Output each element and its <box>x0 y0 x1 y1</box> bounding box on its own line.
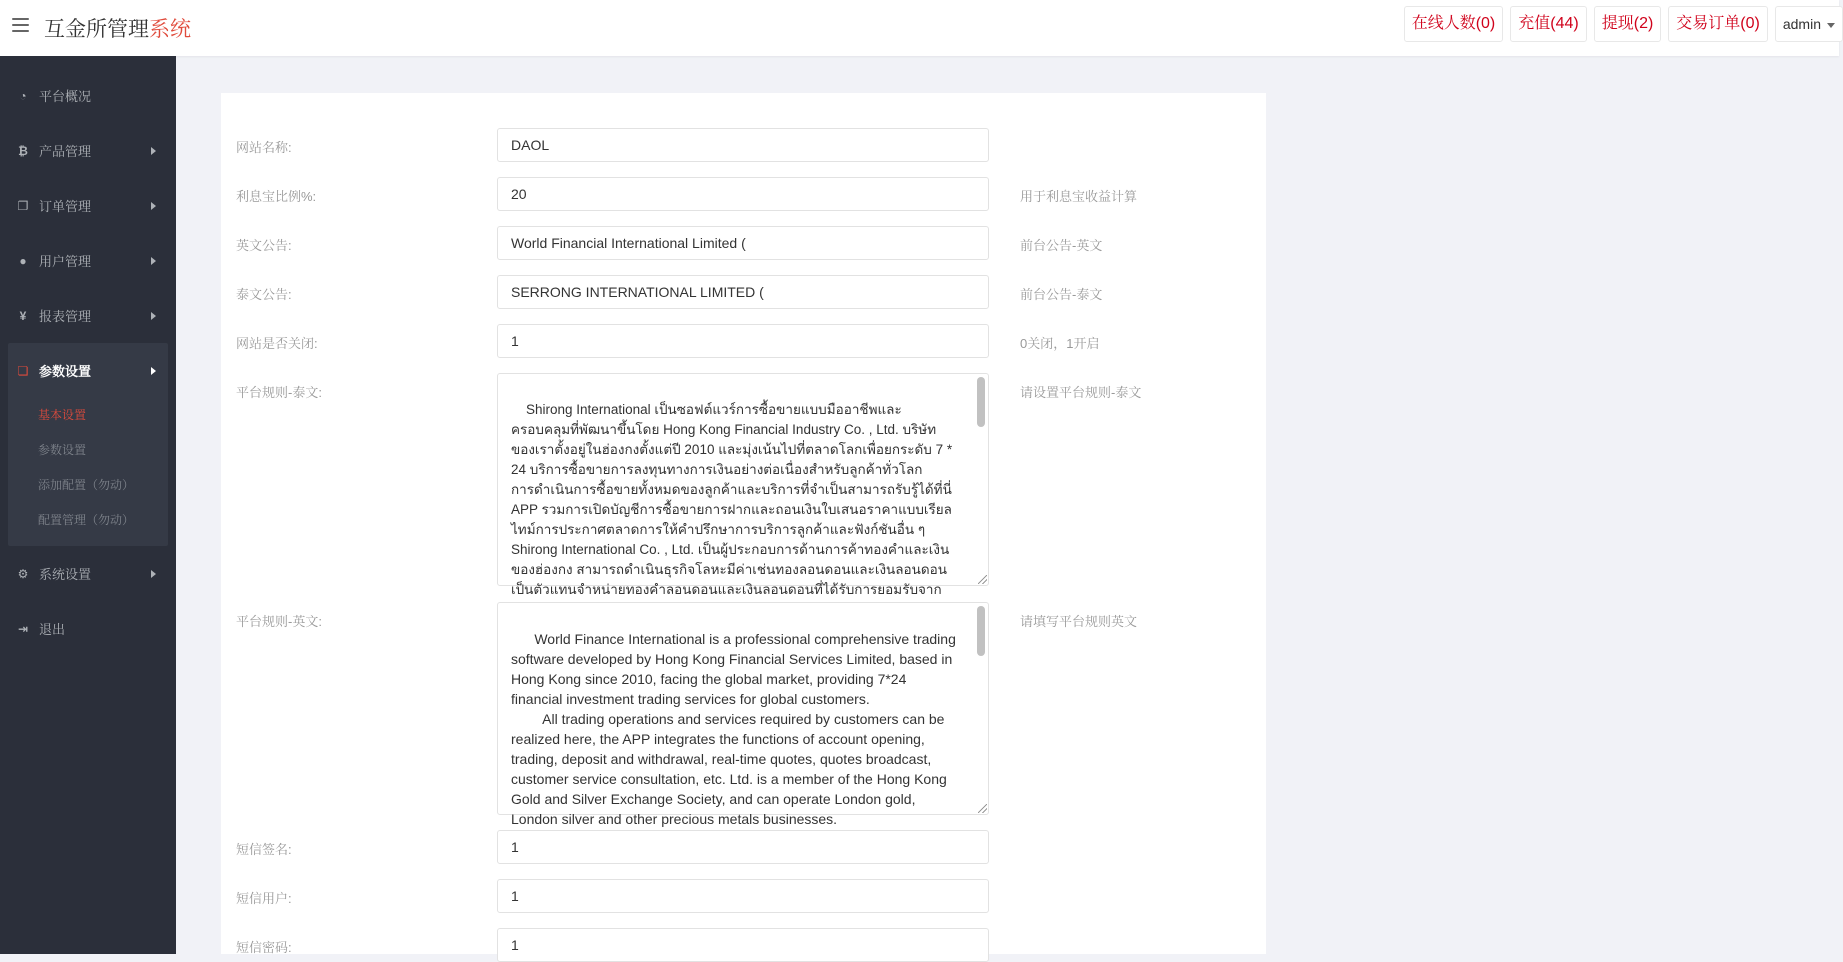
chevron-right-icon <box>151 257 156 265</box>
sidebar-item-orders[interactable] <box>0 178 176 233</box>
app-title <box>44 13 191 43</box>
th-notice-label: 泰文公告: <box>236 287 292 302</box>
en-notice-hint: 前台公告-英文 <box>1020 238 1103 253</box>
site-closed-input[interactable]: 1 <box>497 324 989 358</box>
chevron-right-icon <box>151 202 156 210</box>
bitcoin-icon: ₿ <box>18 143 28 158</box>
sidebar-item-system[interactable] <box>0 546 176 601</box>
copy-icon: ❐ <box>17 198 29 213</box>
username: admin <box>1782 16 1821 32</box>
sidebar-item-label: 平台概况 <box>39 89 92 104</box>
brand-main: 互金所管理 <box>44 18 149 41</box>
settings-form <box>221 93 1266 954</box>
user-menu[interactable] <box>1775 6 1843 42</box>
sidebar-item-reports[interactable] <box>0 288 176 343</box>
brand-accent: 系统 <box>149 18 191 41</box>
sms-password-input[interactable]: 1 <box>497 928 989 962</box>
rules-th-text: Shirong International เป็นซอฟต์แวร์การซื้อขายแบบมืออาชีพและครอบคลุมที่พัฒนาขึ้นโดย Hong Kong Financial Industry Co. , Ltd. บริษัท ของเราตั้งอยู่ในฮ่องกงตั้งแต่ปี 2010 และมุ่งเน้นไปที่ตลาดโลกเพื่อยกระดับ 7 * 24 บริการซื้อขายการลงทุนทางการเงินอย่างต่อเนื่องสำหรับลูกค้าทั่วโลก การดำเนินการซื้อขายทั้งหมดของลูกค้าและบริการที่จำเป็นสามารถรับรู้ได้ที่นี่ APP รวมการเปิดบัญชีการซื้อขายการฝากและถอนเงินใบเสนอราคาแบบเรียลไทม์การประกาศตลาดการให้คำปรึกษาการบริการลูกค้าและฟังก์ชันอื่น ๆ Shirong International Co. , Ltd. เป็นผู้ประกอบการด้านการค้าทองคำและเงินของฮ่องกง สามารถดำเนินธุรกิจโลหะมีค่าเช่นทองลอนดอนและเงินลอนดอนเป็นตัวแทนจำหน่ายทองคำลอนดอนและเงินลอนดอนที่ได้รับการยอมรับจาก <box>511 402 953 597</box>
sidebar-item-overview[interactable] <box>0 68 176 123</box>
scrollbar-thumb[interactable] <box>977 606 985 656</box>
gears-icon: ⚙ <box>17 566 29 581</box>
trade-orders-button[interactable]: 交易订单(0) <box>1668 6 1768 42</box>
sms-user-label: 短信用户: <box>236 891 292 906</box>
rules-en-textarea[interactable] <box>497 602 989 827</box>
clipboard-icon: ❏ <box>17 363 29 378</box>
sidebar-group-params <box>8 343 168 546</box>
sidebar-item-label: 报表管理 <box>39 309 92 324</box>
sidebar-subitem-config-manage[interactable]: 配置管理（勿动） <box>38 513 135 527</box>
rules-th-label: 平台规则-泰文: <box>236 385 322 400</box>
th-notice-hint: 前台公告-泰文 <box>1020 287 1103 302</box>
scrollbar-thumb[interactable] <box>977 377 985 427</box>
th-notice-input[interactable]: SERRONG INTERNATIONAL LIMITED ( <box>497 275 989 309</box>
sms-password-label: 短信密码: <box>236 940 292 955</box>
sidebar-subitem-basic-settings[interactable]: 基本设置 <box>38 408 87 422</box>
chevron-down-icon <box>1827 23 1835 28</box>
chevron-right-icon <box>151 570 156 578</box>
top-right-actions <box>1404 6 1843 42</box>
rules-en-text: World Finance International is a professional comprehensive trading software developed by Hong Kong Financial Services Limited, based in Hong Kong since 2010, facing the global market, providing 7*24 financial investment trading services for global customers. All trading operations and services required by customers can be realized here, the APP integrates the functions of account opening, trading, deposit and withdrawal, real-time quotes, quotes broadcast, customer service consultation, etc. Ltd. is a member of the Hong Kong Gold and Silver Exchange Society, and can operate London gold, London silver and other precious metals businesses. <box>511 631 956 827</box>
resize-grip-icon[interactable] <box>978 804 987 813</box>
site-name-input[interactable]: DAOL <box>497 128 989 162</box>
chevron-right-icon <box>151 312 156 320</box>
resize-grip-icon[interactable] <box>978 575 987 584</box>
menu-toggle-icon[interactable] <box>12 18 29 32</box>
chevron-right-icon <box>151 147 156 155</box>
top-bar <box>0 0 1839 56</box>
dashboard-icon: ◔ <box>19 88 27 103</box>
sidebar-item-label: 订单管理 <box>39 199 92 214</box>
rules-en-hint: 请填写平台规则英文 <box>1020 614 1138 629</box>
sidebar-item-label: 参数设置 <box>39 364 92 379</box>
interest-ratio-input[interactable]: 20 <box>497 177 989 211</box>
sidebar <box>0 56 176 954</box>
sidebar-item-users[interactable] <box>0 233 176 288</box>
sidebar-item-products[interactable] <box>0 123 176 178</box>
user-icon: ● <box>19 253 27 268</box>
site-name-label: 网站名称: <box>236 140 292 155</box>
sms-sign-input[interactable]: 1 <box>497 830 989 864</box>
withdraw-button[interactable]: 提现(2) <box>1594 6 1662 42</box>
sidebar-item-logout[interactable] <box>0 601 176 656</box>
interest-ratio-hint: 用于利息宝收益计算 <box>1020 189 1138 204</box>
rules-th-hint: 请设置平台规则-泰文 <box>1020 385 1142 400</box>
sidebar-item-label: 产品管理 <box>39 144 92 159</box>
rules-th-textarea[interactable] <box>497 373 989 597</box>
en-notice-input[interactable]: World Financial International Limited ( <box>497 226 989 260</box>
sign-out-icon: ⇥ <box>17 621 29 636</box>
site-closed-hint: 0关闭，1开启 <box>1020 336 1100 351</box>
recharge-button[interactable]: 充值(44) <box>1510 6 1586 42</box>
site-closed-label: 网站是否关闭: <box>236 336 318 351</box>
en-notice-label: 英文公告: <box>236 238 292 253</box>
sidebar-item-label: 系统设置 <box>39 567 92 582</box>
sidebar-subitem-param-settings[interactable]: 参数设置 <box>38 443 87 457</box>
sms-user-input[interactable]: 1 <box>497 879 989 913</box>
sidebar-item-params[interactable] <box>8 343 168 398</box>
chevron-right-icon <box>151 367 156 375</box>
sidebar-item-label: 退出 <box>39 622 66 637</box>
interest-ratio-label: 利息宝比例%: <box>236 189 317 204</box>
sms-sign-label: 短信签名: <box>236 842 292 857</box>
online-users-button[interactable]: 在线人数(0) <box>1404 6 1504 42</box>
yen-icon: ¥ <box>19 308 27 323</box>
sidebar-item-label: 用户管理 <box>39 254 92 269</box>
rules-en-label: 平台规则-英文: <box>236 614 322 629</box>
sidebar-subitem-add-config[interactable]: 添加配置（勿动） <box>38 478 135 492</box>
